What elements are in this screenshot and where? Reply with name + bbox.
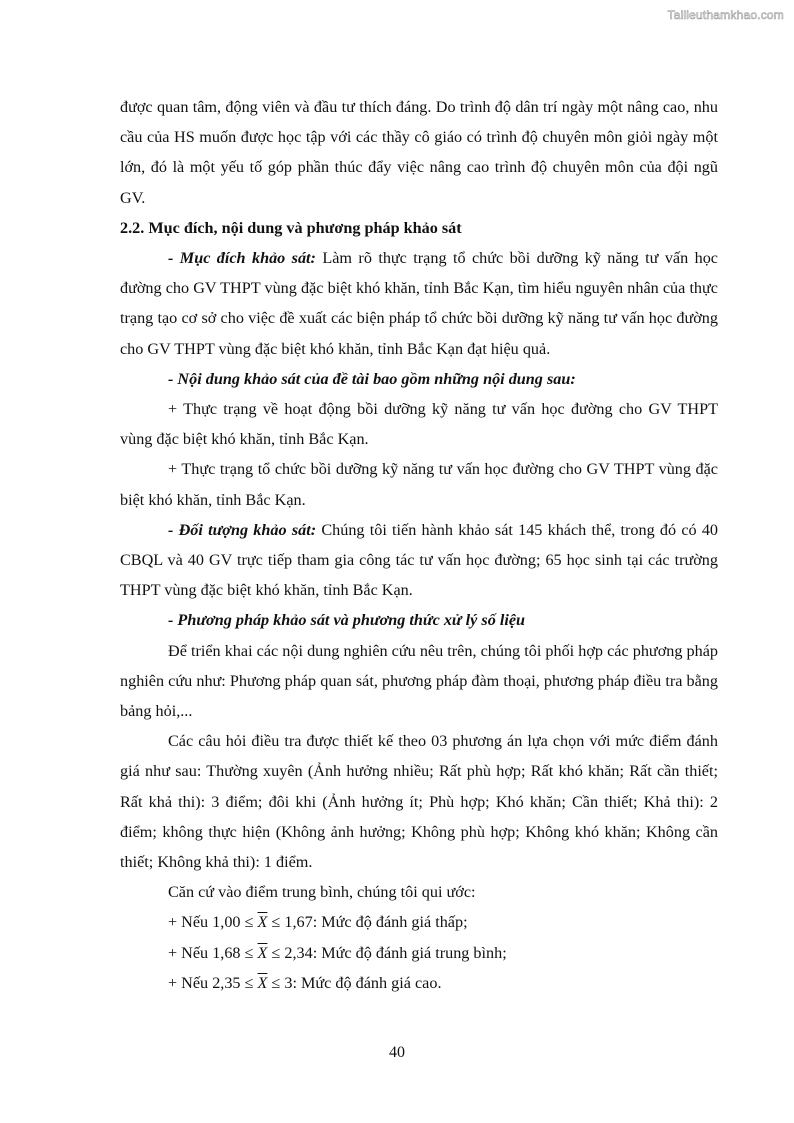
- scale-prefix: + Nếu 1,68 ≤: [168, 943, 258, 962]
- convention-intro: Căn cứ vào điểm trung bình, chúng tôi qui ước:: [168, 883, 476, 902]
- content-label: - Nội dung khảo sát của đề tài bao gồm những nội dung sau:: [168, 369, 576, 388]
- document-body: [120, 92, 718, 998]
- section-heading: 2.2. Mục đích, nội dung và phương pháp khảo sát: [120, 218, 462, 237]
- scale-row-high: [120, 968, 718, 998]
- paragraph-intro: được quan tâm, động viên và đầu tư thích đáng. Do trình độ dân trí ngày một nâng cao, nhu cầu của HS muốn được học tập với các thầy cô giáo có trình độ chuyên môn giỏi ngày một lớn, đó là một yếu tố góp phần thúc đẩy việc nâng cao trình độ chuyên môn của đội ngũ GV.: [120, 98, 718, 207]
- page-number: 40: [389, 1044, 405, 1061]
- paragraph-questions: Các câu hỏi điều tra được thiết kế theo 03 phương án lựa chọn với mức điểm đánh giá như sau: Thường xuyên (Ảnh hưởng nhiều; Rất phù hợp; Rất khó khăn; Rất cần thiết; Rất khả thi): 3 điểm; đôi khi (Ảnh hưởng ít; Phù hợp; Khó khăn; Cần thiết; Khả thi): 2 điểm; không thực hiện (Không ảnh hưởng; Không phù hợp; Không khó khăn; Không cần thiết; Không khả thi): 1 điểm.: [120, 732, 718, 872]
- mean-symbol: $\overline{X}$: [257, 913, 268, 932]
- mean-symbol: $\overline{X}$: [257, 943, 268, 962]
- scale-suffix: ≤ 1,67: Mức độ đánh giá thấp;: [267, 913, 468, 932]
- paragraph-method: Để triển khai các nội dung nghiên cứu nêu trên, chúng tôi phối hợp các phương pháp nghiên cứu như: Phương pháp quan sát, phương pháp đàm thoại, phương pháp điều tra bằng bảng hỏi,...: [120, 641, 718, 721]
- scale-row-medium: [120, 938, 718, 968]
- method-label: - Phương pháp khảo sát và phương thức xử lý số liệu: [168, 611, 526, 630]
- content-item-1: + Thực trạng về hoạt động bồi dưỡng kỹ năng tư vấn học đường cho GV THPT vùng đặc biệt khó khăn, tỉnh Bắc Kạn.: [120, 400, 718, 449]
- scale-row-low: [120, 907, 718, 937]
- scale-suffix: ≤ 2,34: Mức độ đánh giá trung bình;: [267, 943, 507, 962]
- purpose-label: - Mục đích khảo sát:: [168, 249, 316, 268]
- scale-suffix: ≤ 3: Mức độ đánh giá cao.: [267, 973, 442, 992]
- scale-prefix: + Nếu 1,00 ≤: [168, 913, 258, 932]
- subject-label: - Đối tượng khảo sát:: [168, 520, 317, 539]
- scale-prefix: + Nếu 2,35 ≤: [168, 973, 258, 992]
- mean-symbol: $\overline{X}$: [257, 973, 268, 992]
- subject-text: Chúng tôi tiến hành khảo sát 145 khách thể, trong đó có 40 CBQL và 40 GV trực tiếp tham gia công tác tư vấn học đường; 65 học sinh tại các trường THPT vùng đặc biệt khó khăn, tỉnh Bắc Kạn.: [120, 520, 719, 600]
- watermark-text: Tailieuthamkhao.com: [667, 8, 784, 22]
- paragraph-purpose: [120, 243, 718, 364]
- purpose-text: Làm rõ thực trạng tổ chức bồi dưỡng kỹ năng tư vấn học đường cho GV THPT vùng đặc biệt khó khăn, tỉnh Bắc Kạn, tìm hiểu nguyên nhân của thực trạng tạo cơ sở cho việc đề xuất các biện pháp tổ chức bồi dưỡng kỹ năng tư vấn học đường cho GV THPT vùng đặc biệt khó khăn, tỉnh Bắc Kạn đạt hiệu quả.: [120, 249, 718, 358]
- paragraph-subject: [120, 515, 718, 606]
- content-item-2: + Thực trạng tổ chức bồi dưỡng kỹ năng tư vấn học đường cho GV THPT vùng đặc biệt khó khăn, tỉnh Bắc Kạn.: [120, 460, 718, 509]
